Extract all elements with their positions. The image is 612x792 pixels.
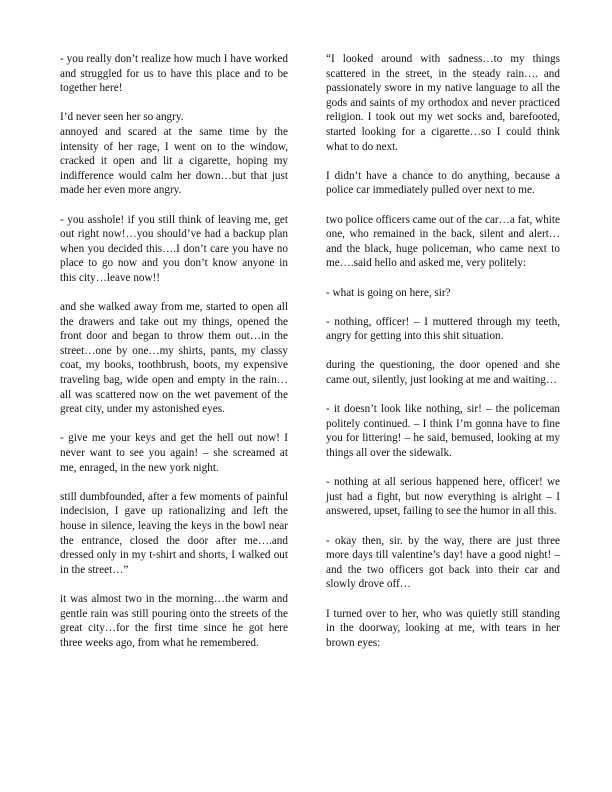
- paragraph: two police officers came out of the car…a fat, white one, who remained in the back, silent and alert…and the black, huge policeman, who came next to me….said hello and asked me, very politely:: [326, 213, 560, 270]
- paragraph: during the questioning, the door opened and she came out, silently, just looking at me and waiting…: [326, 359, 560, 387]
- paragraph: I turned over to her, who was quietly still standing in the doorway, looking at me, with tears in her brown eyes:: [326, 607, 560, 649]
- paragraph: - okay then, sir. by the way, there are just three more days till valentine’s day! have a good night! – and the two officers got back into their car and slowly drove off…: [326, 534, 560, 591]
- paragraph: “I looked around with sadness…to my things scattered in the street, in the steady rain…. and passionately swore in my native language to all the gods and saints of my orthodox and never practiced religion. I took out my wet socks and, barefooted, started looking for a cigarette…so I could think what to do next.: [326, 53, 560, 153]
- paragraph: still dumbfounded, after a few moments of painful indecision, I gave up rationalizing and left the house in silence, leaving the keys in the bowl near the entrance, closed the door after me….and dressed only in my t-shirt and shorts, I walked out in the street…”: [60, 490, 288, 576]
- right-column: [326, 52, 560, 665]
- paragraph: - what is going on here, sir?: [326, 286, 451, 299]
- paragraph: - give me your keys and get the hell out now! I never want to see you again! – she screamed at me, enraged, in the new york night.: [60, 432, 288, 474]
- paragraph: - it doesn’t look like nothing, sir! – the policeman politely continued. – I think I’m gonna have to fine you for littering! – he said, bemused, looking at my things all over the sidewalk.: [326, 403, 560, 460]
- paragraph: - you asshole! if you still think of leaving me, get out right now!…you should’ve had a backup plan when you decided this….I don’t care you have no place to go now and you don’t know anyone in this city…leave now!!: [60, 213, 288, 284]
- paragraph: - nothing at all serious happened here, officer! we just had a fight, but now everything is alright – I answered, upset, failing to see the humor in all this.: [326, 476, 560, 518]
- paragraph: I didn’t have a chance to do anything, because a police car immediately pulled over next to me.: [326, 169, 560, 197]
- left-column: [60, 52, 288, 665]
- paragraph: - you really don’t realize how much I have worked and struggled for us to have this place and to be together here!: [60, 53, 288, 95]
- paragraph: and she walked away from me, started to open all the drawers and take out my things, opened the front door and began to throw them out…in the street…one by one…my shirts, pants, my classy coat, my books, toothbrush, boots, my expensive traveling bag, wide open and empty in the rain…all was scattered now on the wet pavement of the great city, under my astonished eyes.: [60, 301, 288, 416]
- paragraph: I’d never seen her so angry. annoyed and scared at the same time by the intensity of her rage, I went on to the window, cracked it open and lit a cigarette, hoping my indifference would calm her down…but that just made her even more angry.: [60, 111, 288, 197]
- paragraph: - nothing, officer! – I muttered through my teeth, angry for getting into this shit situation.: [326, 315, 560, 343]
- paragraph: it was almost two in the morning…the warm and gentle rain was still pouring onto the streets of the great city…for the first time since he got here three weeks ago, from what he remembered.: [60, 592, 288, 649]
